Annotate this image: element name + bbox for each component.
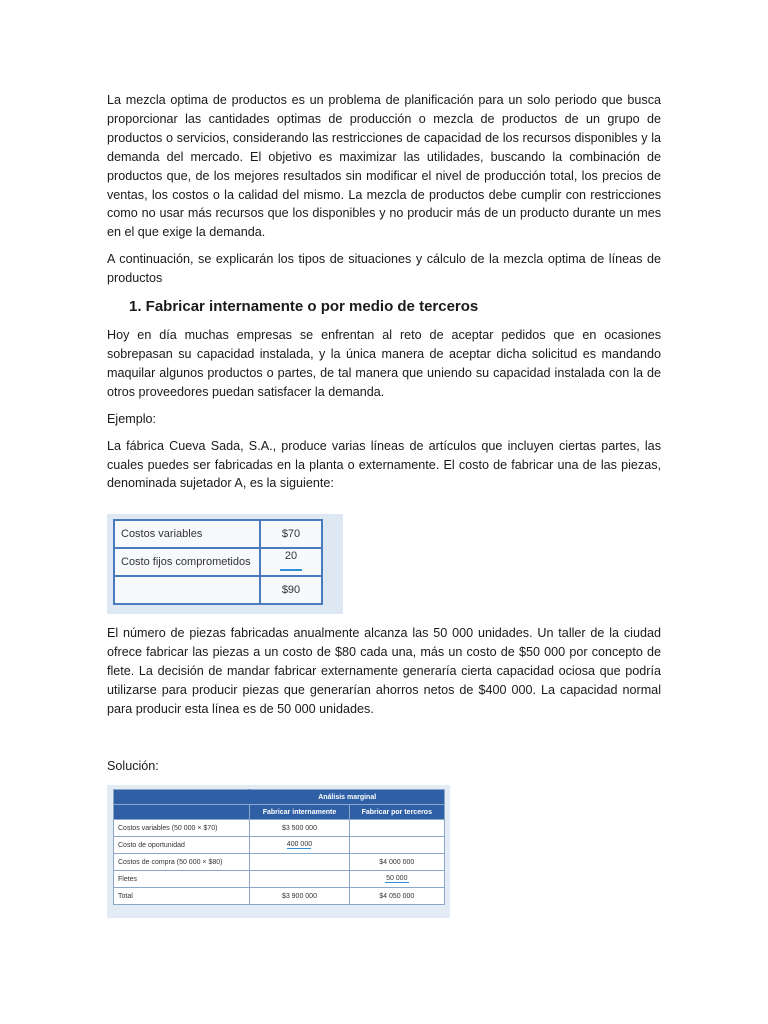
sum-underline (280, 569, 302, 571)
intro-paragraph: La mezcla optima de productos es un problema de planificación para un solo periodo que busca proporcionar las cantidades optimas de producción o mezcla de productos de un grupo de productos o servicios, considerando las restricciones de capacidad de los recursos disponibles y la demanda del mercado. El objetivo es maximizar las utilidades, buscando la combinación de productos que, de los mejores resultados sin modificar el nivel de producción total, los precios de ventas, los costos o la calidad del mismo. La mezcla de productos debe cumplir con restricciones como no usar más recursos que los disponibles y no producir más de un producto durante un mes en el que exige la demanda. (107, 93, 661, 240)
table-row (114, 871, 445, 888)
table-title: Análisis marginal (250, 790, 445, 805)
table-header-row (114, 790, 445, 805)
row-label: Costos de compra (50 000 × $80) (114, 854, 250, 871)
table-row (114, 820, 445, 837)
continuation-paragraph: A continuación, se explicarán los tipos de situaciones y cálculo de la mezcla optima de líneas de productos (107, 252, 661, 286)
blank-header (114, 805, 250, 820)
cell-value (349, 837, 444, 854)
document-page (107, 91, 661, 493)
cell-value (250, 854, 349, 871)
cell-value: 400 000 (286, 841, 313, 848)
cell-value: $3 900 000 (250, 888, 349, 905)
sum-underline (385, 882, 409, 883)
cost-value: 20 (284, 550, 298, 562)
solution-label: Solución: (107, 758, 159, 773)
cost-label (114, 576, 260, 604)
row-label: Costos variables (50 000 × $70) (114, 820, 250, 837)
table-row (114, 854, 445, 871)
row-label: Total (114, 888, 250, 905)
cost-label: Costo fijos comprometidos (114, 548, 260, 576)
sum-underline (287, 848, 311, 849)
blank-header (114, 790, 250, 805)
table-row (114, 520, 322, 548)
example-paragraph: La fábrica Cueva Sada, S.A., produce varias líneas de artículos que incluyen ciertas partes, las cuales puedes ser fabricadas en la planta o externamente. El costo de fabricar una de las piezas, denominada sujetador A, es la siguiente: (107, 438, 661, 491)
cell-value (250, 871, 349, 888)
section-heading: 1. Fabricar internamente o por medio de terceros (129, 298, 479, 316)
column-header: Fabricar por terceros (349, 805, 444, 820)
cell-value: $3 500 000 (250, 820, 349, 837)
table-row (114, 888, 445, 905)
table-row (114, 576, 322, 604)
cost-value: $90 (260, 576, 322, 604)
row-label: Fletes (114, 871, 250, 888)
table-row (114, 837, 445, 854)
cell-value (349, 820, 444, 837)
problem-paragraph: El número de piezas fabricadas anualmente alcanza las 50 000 unidades. Un taller de la ciudad ofrece fabricar las piezas a un costo de $80 cada una, más un costo de $50 000 por concepto de flete. La decisión de mandar fabricar externamente generaría cierta capacidad ociosa que podría utilizarse para producir piezas que generarían ahorros netos de $400 000. La capacidad normal para producir esta línea es de 50 000 unidades. (107, 626, 661, 716)
table-header-row (114, 805, 445, 820)
cost-value: $70 (260, 520, 322, 548)
cost-label: Costos variables (114, 520, 260, 548)
cell-value: $4 050 000 (349, 888, 444, 905)
cell-value-cell (250, 837, 349, 854)
document-page-continued (107, 624, 661, 775)
marginal-analysis-table (113, 789, 445, 905)
cell-value: 50 000 (386, 875, 408, 882)
column-header: Fabricar internamente (250, 805, 349, 820)
cell-value-cell (349, 871, 444, 888)
example-label: Ejemplo: (107, 411, 156, 426)
context-paragraph: Hoy en día muchas empresas se enfrentan al reto de aceptar pedidos que en ocasiones sobrepasan su capacidad instalada, y la única manera de aceptar dicha solicitud es mandando maquilar algunos productos o partes, de tal manera que uniendo su capacidad instalada con la de otros proveedores puedan satisfacer la demanda. (107, 328, 661, 399)
table-row (114, 548, 322, 576)
row-label: Costo de oportunidad (114, 837, 250, 854)
cell-value: $4 000 000 (349, 854, 444, 871)
cost-table-image (107, 514, 343, 614)
marginal-analysis-image (107, 785, 450, 918)
cost-table (113, 519, 323, 605)
cost-value-cell (260, 548, 322, 576)
